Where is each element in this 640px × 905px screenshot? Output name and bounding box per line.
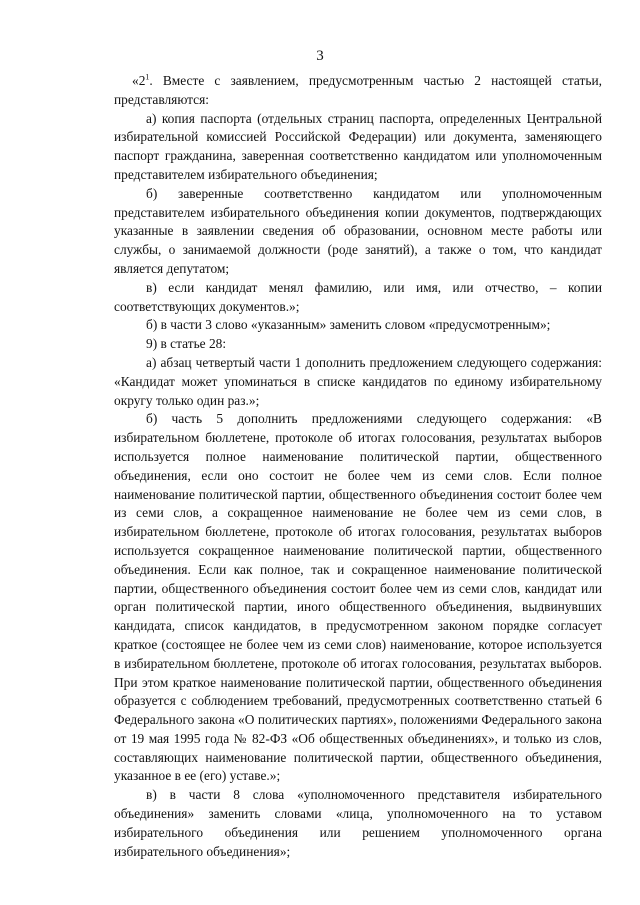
paragraph-article-28-item-b: б) часть 5 дополнить предложениями следующего содержания: «В избирательном бюллетене, протоколе об итогах голосования, результатах выборов используется полное наименование политической партии, общественного объединения, если оно состоит не более чем из семи слов. Если полное наименование политической партии, общественного объединения состоит более чем из семи слов, а сокращенное наименование не более чем из семи слов, в избирательном бюллетене, протоколе об итогах голосования, результатах выборов используется сокращенное наименование политической партии, общественного объединения. Если как полное, так и сокращенное наименование политической партии, общественного объединения состоит более чем из семи слов, кандидат или орган политической партии, иного общественного объединения, выдвинувших кандидата, список кандидатов, в предусмотренном законом порядке согласует краткое (состоящее не более чем из семи слов) наименование, которое используется в избирательном бюллетене, протоколе об итогах голосования, результатах выборов. При этом краткое наименование политической партии, общественного объединения образуется с соблюдением требований, предусмотренных соответственно статьей 6 Федерального закона «О политических партиях», положениями Федерального закона от 19 мая 1995 года № 82-ФЗ «Об общественных объединениях», и только из слов, составляющих наименование политической партии, общественного объединения, указанное в ее (его) уставе.»; [114,411,602,784]
paragraph-intro-prefix: «2 [132,73,146,88]
paragraph-item-a-passport: а) копия паспорта (отдельных страниц паспорта, определенных Центральной избирательной комиссией Российской Федерации) или документа, заменяющего паспорт гражданина, заверенная соответственно кандидатом или уполномоченным представителем избирательного объединения; [114,110,602,182]
page-number: 3 [316,48,324,64]
paragraph-article-28-heading: 9) в статье 28: [146,336,227,352]
paragraph-part-3-amendment: б) в части 3 слово «указанным» заменить словом «предусмотренным»; [146,317,551,333]
document-body [114,72,602,861]
superscript-marker: 1 [145,72,150,82]
paragraph-article-28-item-a: а) абзац четвертый части 1 дополнить предложением следующего содержания: «Кандидат может упоминаться в списке кандидатов по единому избирательному округу только один раз.»; [114,354,602,408]
paragraph-item-b-documents: б) заверенные соответственно кандидатом или уполномоченным представителем избирательного объединения копии документов, подтверждающих указанные в заявлении сведения об образовании, основном месте работы или службы, о занимаемой должности (роде занятий), а также о том, что кандидат является депутатом; [114,185,602,276]
paragraph-item-v-name-change: в) если кандидат менял фамилию, или имя, или отчество, – копии соответствующих документов.»; [114,279,602,314]
paragraph-intro [114,72,602,110]
paragraph-intro-text: . Вместе с заявлением, предусмотренным частью 2 настоящей статьи, представляются: [114,73,602,107]
paragraph-article-28-item-v: в) в части 8 слова «уполномоченного представителя избирательного объединения» заменить словами «лица, уполномоченного на то уставом избирательного объединения или решением уполномоченного органа избирательного объединения»; [114,787,602,859]
